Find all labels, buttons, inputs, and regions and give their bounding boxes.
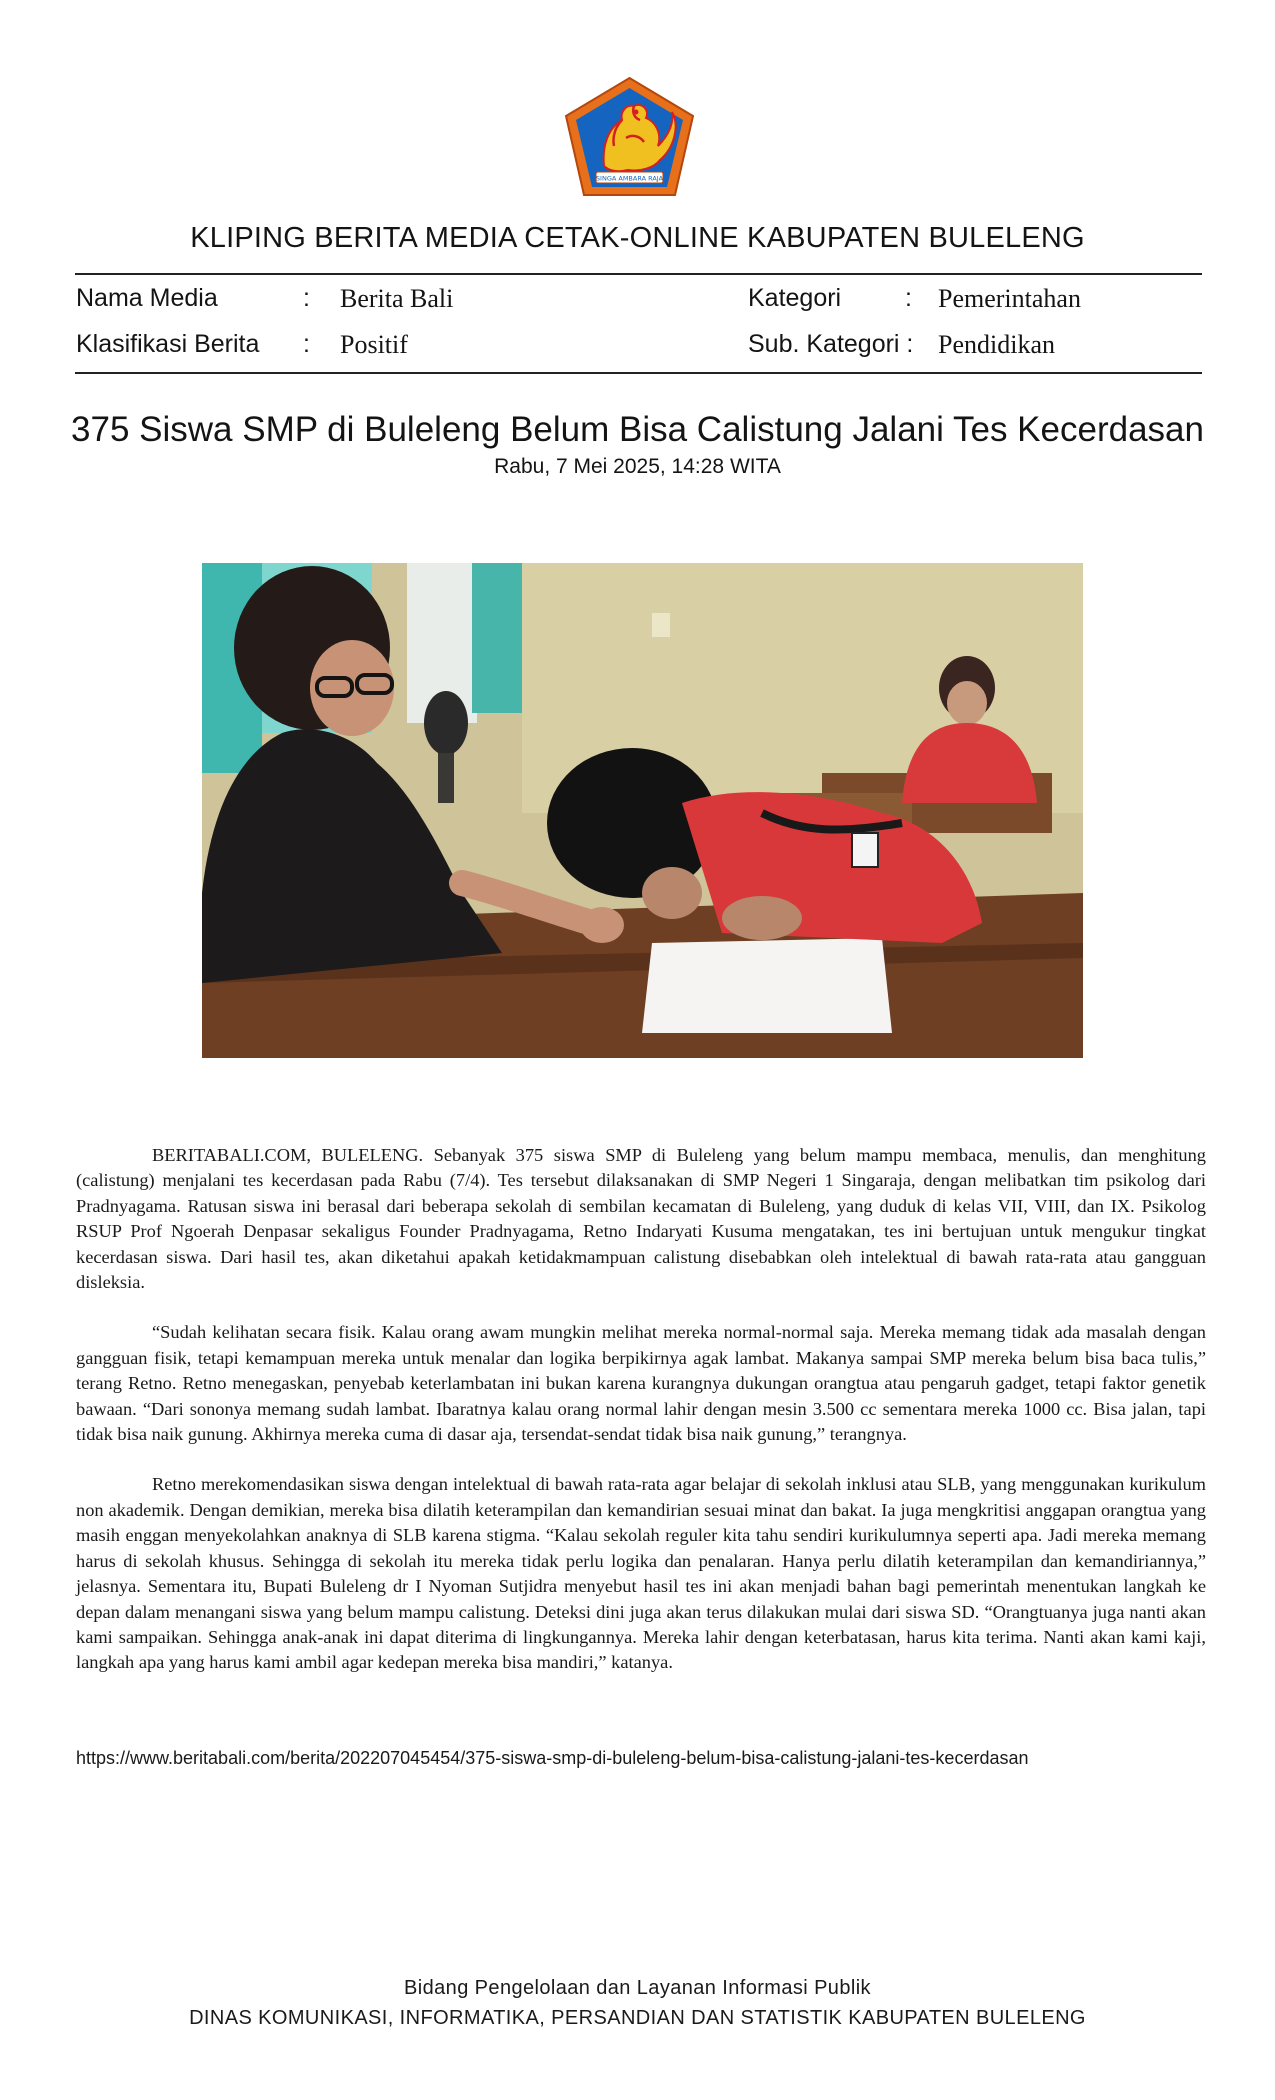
article-paragraph: BERITABALI.COM, BULELENG. Sebanyak 375 siswa SMP di Buleleng yang belum mampu membaca, menulis, dan menghitung (calistung) menjalani tes kecerdasan pada Rabu (7/4). Tes tersebut dilaksanakan di SMP Negeri 1 Singaraja, dengan melibatkan tim psikolog dari Pradnyagama. Ratusan siswa ini berasal dari beberapa sekolah di sembilan kecamatan di Buleleng, yang duduk di kelas VII, VIII, dan IX. Psikolog RSUP Prof Ngoerah Denpasar sekaligus Founder Pradnyagama, Retno Indaryati Kusuma mengatakan, tes ini bertujuan untuk mengukur tingkat kecerdasan siswa. Dari hasil tes, akan diketahui apakah ketidakmampuan calistung disebabkan oleh intelektual di bawah rata-rata atau gangguan disleksia. bbox=[76, 1145, 1206, 1293]
category-label: Kategori bbox=[748, 284, 842, 312]
clipping-header-title: KLIPING BERITA MEDIA CETAK-ONLINE KABUPATEN BULELENG bbox=[190, 222, 1085, 254]
article-body bbox=[76, 1143, 1206, 1701]
classification-colon: : bbox=[303, 330, 310, 358]
footer-agency-name: DINAS KOMUNIKASI, INFORMATIKA, PERSANDIAN DAN STATISTIK KABUPATEN BULELENG bbox=[189, 2007, 1086, 2029]
header-bottom-divider bbox=[75, 372, 1202, 374]
article-headline: 375 Siswa SMP di Buleleng Belum Bisa Calistung Jalani Tes Kecerdasan bbox=[71, 410, 1204, 449]
header-top-divider bbox=[75, 273, 1202, 275]
classification-label: Klasifikasi Berita bbox=[76, 330, 260, 358]
logo-caption: SINGA AMBARA RAJA bbox=[595, 174, 664, 183]
subcategory-label: Sub. Kategori : bbox=[748, 330, 914, 358]
media-name-value: Berita Bali bbox=[340, 284, 454, 313]
source-url-link[interactable]: https://www.beritabali.com/berita/202207045454/375-siswa-smp-di-buleleng-belum-bisa-calistung-jalani-tes-kecerdasan bbox=[76, 1748, 1029, 1768]
media-name-colon: : bbox=[303, 284, 310, 312]
classification-value: Positif bbox=[340, 330, 408, 359]
article-paragraph: Retno merekomendasikan siswa dengan intelektual di bawah rata-rata agar belajar di sekolah inklusi atau SLB, yang menggunakan kurikulum non akademik. Dengan demikian, mereka bisa dilatih keterampilan dan kemandirian sesuai minat dan bakat. Ia juga mengkritisi anggapan orangtua yang masih enggan menyekolahkan anaknya di SLB karena stigma. “Kalau sekolah reguler kita tahu sendiri kurikulumnya seperti apa. Jadi mereka memang harus di sekolah khusus. Sehingga di sekolah itu mereka tidak perlu logika dan penalaran. Hanya perlu dilatih keterampilan dan kemandiriannya,” jelasnya. Sementara itu, Bupati Buleleng dr I Nyoman Sutjidra menyebut hasil tes ini akan menjadi bahan bagi pemerintah menentukan langkah ke depan dalam menangani siswa yang belum mampu calistung. Deteksi dini juga akan terus dilakukan mulai dari siswa SD. “Orangtuanya juga nanti akan kami sampaikan. Sehingga anak-anak ini dapat diterima di lingkungannya. Mereka lahir dengan keterbatasan, harus kita terima. Nanti akan kami kaji, langkah apa yang harus kami ambil agar kedepan mereka bisa mandiri,” katanya. bbox=[76, 1474, 1206, 1673]
category-value: Pemerintahan bbox=[938, 284, 1081, 313]
article-paragraph: “Sudah kelihatan secara fisik. Kalau orang awam mungkin melihat mereka normal-normal saja. Mereka memang tidak ada masalah dengan gangguan fisik, tetapi kemampuan mereka untuk menalar dan logika berpikirnya agak lambat. Makanya sampai SMP mereka belum bisa baca tulis,” terang Retno. Retno menegaskan, penyebab keterlambatan ini bukan karena kurangnya dukungan orangtua atau pengaruh gadget, tetapi faktor genetik bawaan. “Dari sononya memang sudah lambat. Ibaratnya kalau orang normal lahir dengan mesin 3.500 cc sementara mereka 1000 cc. Bisa jalan, tapi tidak bisa naik gunung. Akhirnya mereka cuma di dasar aja, tersendat-sendat tidak bisa naik gunung,” terangnya. bbox=[76, 1322, 1206, 1445]
category-colon: : bbox=[905, 284, 912, 312]
footer-division-name: Bidang Pengelolaan dan Layanan Informasi Publik bbox=[404, 1977, 871, 1999]
article-dateline: Rabu, 7 Mei 2025, 14:28 WITA bbox=[494, 455, 781, 478]
buleleng-coat-of-arms-logo bbox=[562, 76, 697, 199]
article-photo bbox=[202, 563, 1083, 1058]
media-name-label: Nama Media bbox=[76, 284, 218, 312]
subcategory-value: Pendidikan bbox=[938, 330, 1055, 359]
